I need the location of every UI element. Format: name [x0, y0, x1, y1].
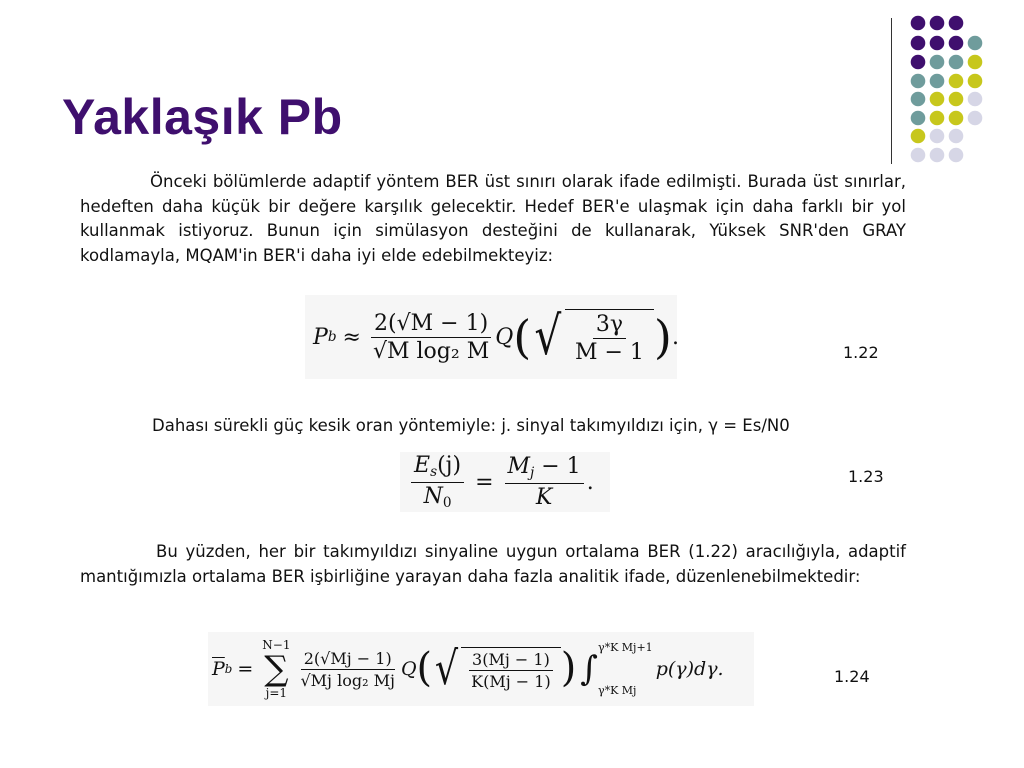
decorative-dot — [911, 148, 926, 163]
equation-number-1-23: 1.23 — [848, 467, 884, 486]
decorative-dot — [930, 129, 945, 144]
decorative-dot — [968, 111, 983, 126]
decorative-dot — [911, 55, 926, 70]
decorative-dot — [968, 55, 983, 70]
constellation-line: Dahası sürekli güç kesik oran yöntemiyle: j. sinyal takımyıldızı için, γ = Es/N0 — [152, 416, 790, 435]
equation-number-1-24: 1.24 — [834, 667, 870, 686]
title-divider-line — [891, 18, 892, 164]
decorative-dot — [930, 36, 945, 51]
decorative-dot — [930, 92, 945, 107]
decorative-dot — [930, 111, 945, 126]
slide-title: Yaklaşık Pb — [62, 89, 343, 145]
decorative-dot — [949, 55, 964, 70]
decorative-dot — [911, 36, 926, 51]
decorative-dot — [911, 111, 926, 126]
formula-1-24: $\overline{P}$ b = N−1 ∑ j=1 $\frac{2(√Mj - 1)}{\text{√Mj log₂ Mj}}$ Q ( √ $\frac{3(Mj - 1)}{K(Mj - 1)}$ ) ∫ γ*K Mj+1 γ*K Mj p(γ)dγ. — [208, 632, 754, 706]
decorative-dot — [930, 16, 945, 31]
decorative-dot — [949, 74, 964, 89]
decorative-dot — [949, 148, 964, 163]
decorative-dot — [911, 92, 926, 107]
decorative-dot — [949, 129, 964, 144]
decorative-dot — [949, 92, 964, 107]
decorative-dot — [949, 111, 964, 126]
formula-1-23: $\frac{E_s(j)}{N_0}$ = $\frac{M_j - 1}{K}$ . — [400, 452, 610, 512]
intro-paragraph: Önceki bölümlerde adaptif yöntem BER üst sınırı olarak ifade edilmişti. Burada üst sınırlar, hedeften daha küçük bir değere karşılık gelecektir. Hedef BER'e ulaşmak için daha farklı bir yol kullanmak istiyoruz. Bunun için simülasyon desteğini de kullanarak, Yüksek SNR'den GRAY kodlamayla, MQAM'in BER'i daha iyi elde edebilmekteyiz: — [80, 172, 906, 265]
decorative-dot — [911, 16, 926, 31]
decorative-dot — [911, 129, 926, 144]
conclusion-paragraph: Bu yüzden, her bir takımyıldızı sinyaline uygun ortalama BER (1.22) aracılığıyla, adaptif mantığımızla ortalama BER işbirliğine yarayan daha fazla analitik ifade, düzenlenebilmektedir: — [80, 542, 906, 586]
decorative-dot — [930, 148, 945, 163]
decorative-dot — [968, 36, 983, 51]
decorative-dot — [949, 36, 964, 51]
decorative-dot — [930, 55, 945, 70]
decorative-dot — [949, 16, 964, 31]
decorative-dot — [968, 92, 983, 107]
decorative-dot — [968, 74, 983, 89]
formula-1-22: P b ≈ $\frac{2(√M - 1)}{\text{√M log₂ M}}$ Q ( √ $\frac{3\gamma}{M - 1}$ ) . — [305, 295, 677, 379]
decorative-dot — [911, 74, 926, 89]
equation-number-1-22: 1.22 — [843, 343, 879, 362]
decorative-dot — [930, 74, 945, 89]
